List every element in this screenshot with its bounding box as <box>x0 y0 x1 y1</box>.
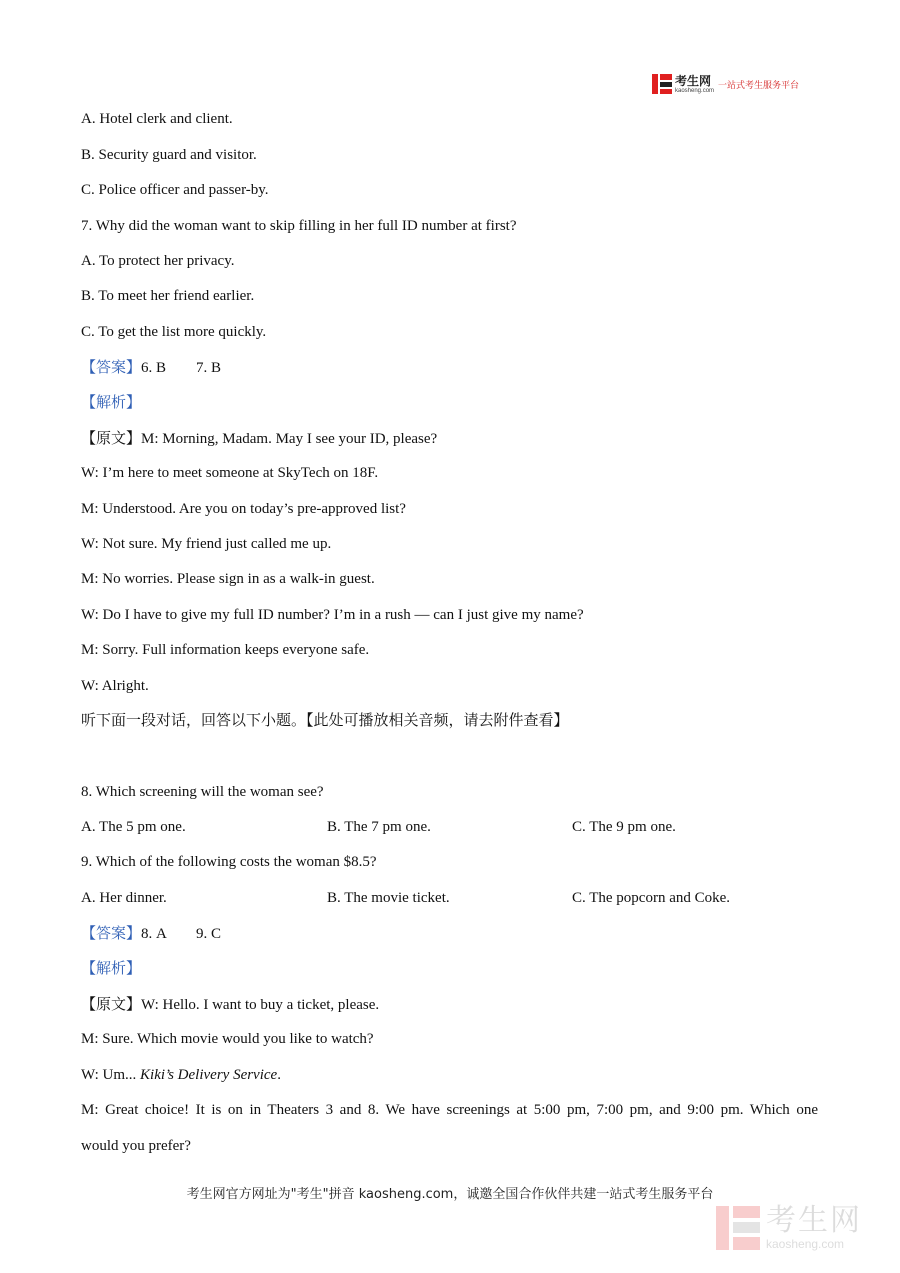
dialog-line: W: Not sure. My friend just called me up. <box>81 536 332 552</box>
q9-option-c: C. The popcorn and Coke. <box>572 890 731 906</box>
dialog-line: W: Do I have to give my full ID number? I’m in a rush — can I just give my name? <box>81 607 584 623</box>
dialog-line <box>81 1065 281 1085</box>
answer-values: 6. B 7. B <box>141 360 222 376</box>
watermark-name: 考生网 <box>766 1203 862 1238</box>
q9-option-a: A. Her dinner. <box>81 890 167 906</box>
dialog-suffix: . <box>277 1067 281 1083</box>
analysis-tag: 【解析】 <box>81 959 142 977</box>
q7-option-b: B. To meet her friend earlier. <box>81 288 255 304</box>
dialog-line: M: No worries. Please sign in as a walk-in guest. <box>81 571 375 587</box>
q6-option-a: A. Hotel clerk and client. <box>81 111 233 127</box>
dialog-line: M: Great choice! It is on in Theaters 3 and 8. We have screenings at 5:00 pm, 7:00 pm, and 9:00 pm. Which one <box>81 1102 818 1118</box>
dialog-line: W: I’m here to meet someone at SkyTech on 18F. <box>81 465 379 481</box>
answer-block-1 <box>81 357 221 378</box>
analysis-block-1 <box>81 392 141 413</box>
q8-option-c: C. The 9 pm one. <box>572 819 676 835</box>
answer-tag: 【答案】 <box>81 924 142 942</box>
dialog-line: M: Sorry. Full information keeps everyone safe. <box>81 642 370 658</box>
q7-stem: 7. Why did the woman want to skip filling in her full ID number at first? <box>81 218 517 234</box>
q8-stem: 8. Which screening will the woman see? <box>81 784 324 800</box>
logo-url: kaosheng.com <box>675 87 715 94</box>
analysis-tag: 【解析】 <box>81 393 142 411</box>
analysis-block-2 <box>81 958 141 979</box>
q6-option-c: C. Police officer and passer-by. <box>81 182 269 198</box>
page-footer: 考生网官方网址为"考生"拼音 kaosheng.com，诚邀全国合作伙伴共建一站式考生服务平台 <box>186 1187 714 1202</box>
q9-stem: 9. Which of the following costs the woman $8.5? <box>81 854 377 870</box>
header-logo <box>652 72 799 96</box>
dialog-line: M: Understood. Are you on today’s pre-approved list? <box>81 501 406 517</box>
q7-option-c: C. To get the list more quickly. <box>81 324 267 340</box>
watermark-url: kaosheng.com <box>766 1237 845 1251</box>
answer-tag: 【答案】 <box>81 358 142 376</box>
source-tag: 【原文】 <box>81 429 142 447</box>
source-tag: 【原文】 <box>81 995 142 1013</box>
answer-block-2 <box>81 923 221 944</box>
q9-option-b: B. The movie ticket. <box>327 890 450 906</box>
dialog-prefix: W: Um... <box>81 1067 141 1083</box>
movie-title: Kiki’s Delivery Service <box>140 1067 278 1083</box>
q8-option-b: B. The 7 pm one. <box>327 819 431 835</box>
dialog-line: M: Sure. Which movie would you like to watch? <box>81 1031 374 1047</box>
watermark <box>716 1203 862 1251</box>
q8-option-a: A. The 5 pm one. <box>81 819 186 835</box>
listening-instruction: 听下面一段对话，回答以下小题。【此处可播放相关音频，请去附件查看】 <box>81 711 569 729</box>
transcript-line <box>81 428 437 449</box>
logo-slogan: 一站式考生服务平台 <box>718 80 800 91</box>
dialog-line: W: Hello. I want to buy a ticket, please. <box>141 997 380 1013</box>
dialog-line: M: Morning, Madam. May I see your ID, please? <box>141 431 438 447</box>
transcript-line <box>81 994 379 1015</box>
q7-option-a: A. To protect her privacy. <box>81 253 235 269</box>
dialog-line: would you prefer? <box>81 1138 191 1154</box>
kaosheng-logo-icon <box>652 74 672 94</box>
watermark-logo-icon <box>716 1206 760 1250</box>
answer-values: 8. A 9. C <box>141 926 222 942</box>
dialog-line: W: Alright. <box>81 678 149 694</box>
q6-option-b: B. Security guard and visitor. <box>81 147 257 163</box>
logo-name: 考生网 <box>675 73 712 88</box>
